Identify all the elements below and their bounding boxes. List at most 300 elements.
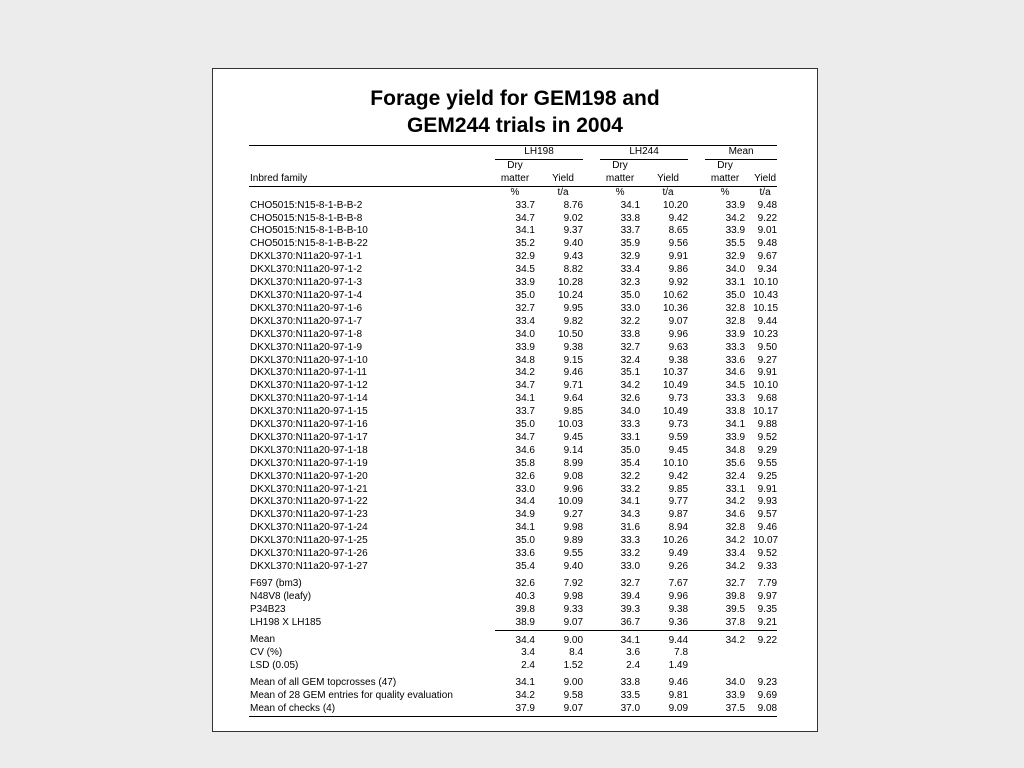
cell-spacer [688,329,705,342]
cell-value: 32.2 [620,315,641,327]
cell-value: 9.42 [668,470,689,482]
cell-value: 9.22 [757,212,778,224]
cell-value: 35.1 [620,367,641,379]
cell-value: 34.2 [515,690,535,702]
cell-value: 9.67 [757,251,778,263]
cell-value: 33.7 [515,199,535,211]
cell-spacer [535,591,543,604]
cell-value: 9.37 [563,225,584,237]
unit-yield: t/a [543,186,583,199]
cell-spacer [535,535,543,548]
row-label: DKXL370:N11a20-97-1-21 [250,483,368,495]
cell-value: 34.1 [515,225,535,237]
cell-spacer [745,574,753,591]
family-row [249,200,777,213]
cell-value: 9.15 [563,354,584,366]
family-row [249,522,777,535]
cell-spacer [583,200,600,213]
cell-spacer [688,458,705,471]
col-dry-top: Dry [612,159,628,171]
cell-value: 34.1 [620,199,641,211]
cell-value: 9.82 [563,315,584,327]
cell-spacer [688,380,705,393]
col-dry-bottom: matter [500,172,530,184]
cell-spacer [583,367,600,380]
cell-value [753,647,777,660]
cell-spacer [535,604,543,617]
check-row [249,604,777,617]
cell-spacer [583,617,600,630]
cell-value: 10.10 [663,457,689,469]
cell-spacer [640,419,648,432]
cell-value: 32.8 [725,302,746,314]
cell-value: 31.6 [620,522,641,534]
cell-spacer [688,238,705,251]
cell-value: 9.07 [543,703,583,716]
cell-spacer [583,393,600,406]
cell-value: 9.85 [563,406,584,418]
cell-value: 33.1 [725,483,746,495]
cell-value: 34.7 [515,380,535,392]
cell-value: 10.10 [753,380,779,392]
cell-spacer [745,213,753,226]
cell-spacer [688,630,705,647]
cell-value: 1.49 [668,660,689,672]
cell-value: 34.2 [725,561,746,572]
cell-spacer [640,264,648,277]
cell-spacer [535,458,543,471]
cell-value: 9.63 [668,341,689,353]
cell-spacer [535,548,543,561]
title-line-2: GEM244 trials in 2004 [407,114,623,137]
cell-value: 33.2 [620,548,641,560]
col-dry-bottom: matter [605,172,635,184]
cell-spacer [583,303,600,316]
family-row [249,303,777,316]
cell-spacer [640,458,648,471]
family-row [249,484,777,497]
cell-value: 9.81 [668,690,689,702]
cell-spacer [688,574,705,591]
cell-value: 33.5 [620,690,641,702]
cell-spacer [688,367,705,380]
page-title [213,85,817,139]
cell-spacer [640,393,648,406]
cell-spacer [640,535,648,548]
cell-spacer [583,238,600,251]
cell-spacer [745,630,753,647]
cell-value: 35.0 [515,419,535,431]
row-label: DKXL370:N11a20-97-1-4 [250,289,363,301]
cell-spacer [745,342,753,355]
cell-spacer [745,690,753,703]
cell-value: 9.92 [668,277,689,289]
cell-spacer [583,703,600,716]
row-label: DKXL370:N11a20-97-1-24 [250,522,368,534]
cell-value: 33.7 [515,406,535,418]
cell-spacer [688,406,705,419]
cell-spacer [535,200,543,213]
cell-spacer [640,673,648,690]
cell-spacer [640,445,648,458]
cell-spacer [688,303,705,316]
cell-spacer [640,604,648,617]
cell-spacer [640,548,648,561]
cell-value: 33.3 [620,535,641,547]
cell-spacer [745,251,753,264]
family-row [249,238,777,251]
cell-value: 9.77 [668,496,689,508]
cell-value: 10.10 [753,277,779,289]
cell-value: 10.49 [663,406,689,418]
cell-spacer [583,406,600,419]
row-label: DKXL370:N11a20-97-1-10 [250,354,368,366]
cell-spacer [688,432,705,445]
cell-value: 39.3 [620,603,641,615]
cell-value: 39.5 [725,603,746,615]
cell-spacer [535,496,543,509]
family-row [249,329,777,342]
cell-value: 33.7 [620,225,641,237]
col-dry-top: Dry [717,159,733,171]
cell-value: 9.93 [757,496,778,508]
cell-value: 33.8 [620,212,641,224]
title-line-1: Forage yield for GEM198 and [370,87,660,110]
cell-spacer [583,277,600,290]
cell-value: 34.2 [725,535,746,547]
cell-spacer [688,561,705,574]
cell-value: 34.2 [515,367,535,379]
cell-value: 33.6 [725,354,746,366]
cell-spacer [745,238,753,251]
cell-spacer [583,509,600,522]
cell-spacer [688,225,705,238]
col-dry-bottom: matter [710,172,740,184]
cell-value: 34.5 [515,264,535,276]
cell-spacer [640,329,648,342]
cell-spacer [535,630,543,647]
cell-value: 1.52 [563,660,584,672]
cell-value: 9.29 [757,444,778,456]
cell-value: 8.94 [668,522,689,534]
cell-value: 33.8 [620,328,641,340]
cell-spacer [583,673,600,690]
unit-dry: % [705,186,745,199]
family-row [249,406,777,419]
cell-spacer [745,225,753,238]
cell-value: 8.4 [569,647,584,659]
cell-value: 32.4 [620,354,641,366]
family-row [249,277,777,290]
cell-spacer [640,690,648,703]
family-row [249,225,777,238]
family-row [249,367,777,380]
cell-value: 10.15 [753,302,779,314]
family-row [249,264,777,277]
cell-value: 33.9 [725,328,746,340]
cell-value: 9.56 [668,238,689,250]
cell-value: 9.21 [753,617,777,630]
cell-value: 10.24 [558,289,584,301]
cell-spacer [535,660,543,673]
cell-spacer [640,703,648,716]
cell-spacer [745,419,753,432]
cell-spacer [688,393,705,406]
cell-spacer [535,703,543,716]
stat-row [249,630,777,647]
cell-spacer [535,329,543,342]
cell-value: 32.7 [620,341,641,353]
family-row [249,432,777,445]
cell-value: 9.33 [563,603,584,615]
family-row [249,316,777,329]
cell-value: 8.82 [563,264,584,276]
cell-spacer [583,316,600,329]
cell-value: 9.38 [563,341,584,353]
cell-value: 9.46 [563,367,584,379]
cell-value: 9.64 [563,393,584,405]
family-row [249,251,777,264]
cell-value: 10.03 [558,419,584,431]
cell-value: 37.8 [705,617,745,630]
cell-spacer [745,561,753,574]
cell-spacer [583,522,600,535]
cell-spacer [583,213,600,226]
row-label: CHO5015:N15-8-1-B-B-8 [250,212,363,224]
cell-value: 9.08 [563,470,584,482]
row-label: F697 (bm3) [250,577,302,589]
row-label: DKXL370:N11a20-97-1-20 [250,470,368,482]
cell-spacer [688,355,705,368]
cell-spacer [640,303,648,316]
cell-value: 33.9 [725,431,746,443]
cell-value: 9.45 [563,431,584,443]
cell-value: 34.2 [620,380,641,392]
cell-spacer [535,355,543,368]
cell-value: 9.00 [563,677,584,689]
cell-spacer [688,342,705,355]
cell-value: 3.6 [626,647,641,659]
cell-spacer [535,264,543,277]
row-label: DKXL370:N11a20-97-1-7 [250,315,363,327]
cell-value: 10.43 [753,289,779,301]
cell-value: 33.2 [620,483,641,495]
cell-value: 33.3 [620,419,641,431]
group-header-lh198: LH198 [495,146,583,160]
cell-value: 33.0 [515,483,535,495]
cell-spacer [583,630,600,647]
cell-value: 32.6 [515,470,535,482]
cell-value: 9.22 [757,634,778,646]
cell-value: 10.28 [558,277,584,289]
cell-value: 9.02 [563,212,584,224]
cell-spacer [688,277,705,290]
cell-value: 32.8 [725,522,746,534]
cell-spacer [535,342,543,355]
cell-value: 32.9 [620,251,641,263]
cell-value: 35.5 [725,238,746,250]
cell-spacer [583,419,600,432]
cell-spacer [745,393,753,406]
cell-value: 9.95 [563,302,584,314]
cell-spacer [688,316,705,329]
cell-value: 9.58 [563,690,584,702]
cell-value: 9.48 [757,238,778,250]
family-row [249,380,777,393]
cell-spacer [583,484,600,497]
cell-value: 10.26 [663,535,689,547]
cell-spacer [640,290,648,303]
cell-value: 9.96 [668,590,689,602]
cell-value: 33.3 [725,393,746,405]
cell-value: 9.40 [563,561,584,572]
cell-value: 9.73 [668,393,689,405]
cell-spacer [745,535,753,548]
cell-value: 7.92 [563,577,584,589]
cell-spacer [535,277,543,290]
cell-spacer [688,484,705,497]
cell-value: 9.50 [757,341,778,353]
cell-value: 34.0 [620,406,641,418]
check-row [249,617,777,630]
cell-value: 34.8 [725,444,746,456]
cell-value [705,660,745,673]
cell-value: 34.4 [515,634,535,646]
cell-value: 34.1 [515,677,535,689]
cell-value: 9.43 [563,251,584,263]
cell-spacer [640,251,648,264]
cell-value: 35.0 [515,535,535,547]
row-label: DKXL370:N11a20-97-1-2 [250,264,363,276]
cell-value: 39.4 [620,590,641,602]
cell-value: 9.49 [668,548,689,560]
cell-value: 9.46 [668,677,689,689]
cell-spacer [535,380,543,393]
row-label: LH198 X LH185 [250,616,322,628]
cell-spacer [745,329,753,342]
col-yield: Yield [552,172,574,184]
check-row [249,591,777,604]
cell-spacer [535,393,543,406]
cell-spacer [640,238,648,251]
cell-spacer [583,432,600,445]
cell-spacer [745,290,753,303]
cell-spacer [688,690,705,703]
cell-value: 10.36 [663,302,689,314]
family-row [249,355,777,368]
cell-value: 33.6 [515,548,535,560]
cell-value: 9.44 [668,634,689,646]
row-label: DKXL370:N11a20-97-1-18 [250,444,368,456]
cell-spacer [688,290,705,303]
cell-spacer [688,522,705,535]
row-label: DKXL370:N11a20-97-1-22 [250,496,368,508]
cell-spacer [583,342,600,355]
cell-spacer [535,522,543,535]
cell-value: 32.6 [620,393,641,405]
cell-spacer [583,355,600,368]
cell-value: 32.6 [515,577,535,589]
cell-value: 2.4 [521,660,535,672]
cell-value: 32.7 [515,302,535,314]
cell-value: 9.25 [757,470,778,482]
cell-value: 9.59 [668,431,689,443]
cell-spacer [535,238,543,251]
cell-value: 34.2 [725,634,746,646]
cell-value: 33.4 [725,548,746,560]
cell-value: 34.0 [515,328,535,340]
unit-dry: % [495,186,535,199]
cell-value: 34.7 [515,431,535,443]
cell-spacer [583,329,600,342]
cell-spacer [535,290,543,303]
column-header-row-2 [249,173,777,186]
cell-spacer [583,471,600,484]
cell-value: 35.9 [620,238,641,250]
cell-value: 9.00 [563,634,584,646]
cell-spacer [745,406,753,419]
row-label: Mean of checks (4) [249,703,495,716]
cell-spacer [640,367,648,380]
stat-row [249,647,777,660]
cell-spacer [688,604,705,617]
cell-value: 33.9 [515,277,535,289]
cell-value: 34.1 [620,634,641,646]
row-label: DKXL370:N11a20-97-1-27 [250,561,368,572]
cell-value: 32.7 [725,577,746,589]
cell-value: 9.23 [757,677,778,689]
cell-value: 10.17 [753,406,779,418]
cell-spacer [535,673,543,690]
cell-value: 34.9 [515,509,535,521]
col-yield: Yield [657,172,679,184]
cell-spacer [640,277,648,290]
cell-spacer [583,251,600,264]
cell-value: 33.8 [620,677,641,689]
cell-spacer [745,458,753,471]
row-label: CHO5015:N15-8-1-B-B-10 [250,225,368,237]
cell-spacer [535,574,543,591]
row-label: CHO5015:N15-8-1-B-B-22 [250,238,368,250]
cell-spacer [745,316,753,329]
cell-value: 34.1 [725,419,746,431]
cell-value: 8.76 [563,199,584,211]
row-label: DKXL370:N11a20-97-1-3 [250,277,363,289]
cell-value: 9.55 [757,457,778,469]
row-label: DKXL370:N11a20-97-1-25 [250,535,368,547]
cell-value: 9.08 [753,703,777,716]
group-header-row [249,146,777,160]
cell-value: 9.71 [563,380,584,392]
cell-value: 33.1 [725,277,746,289]
cell-spacer [640,647,648,660]
cell-value: 8.99 [563,457,584,469]
cell-value: 32.4 [725,470,746,482]
cell-value: 9.42 [668,212,689,224]
cell-value [753,660,777,673]
cell-value: 33.4 [515,315,535,327]
row-label: DKXL370:N11a20-97-1-23 [250,509,368,521]
row-label: Mean of 28 GEM entries for quality evaluation [250,690,453,702]
cell-spacer [745,703,753,716]
cell-value: 39.8 [725,590,746,602]
summary-row [249,673,777,690]
cell-spacer [583,445,600,458]
col-dry-top: Dry [507,159,523,171]
row-label: DKXL370:N11a20-97-1-17 [250,431,368,443]
cell-value: 33.0 [620,561,641,572]
cell-spacer [583,458,600,471]
